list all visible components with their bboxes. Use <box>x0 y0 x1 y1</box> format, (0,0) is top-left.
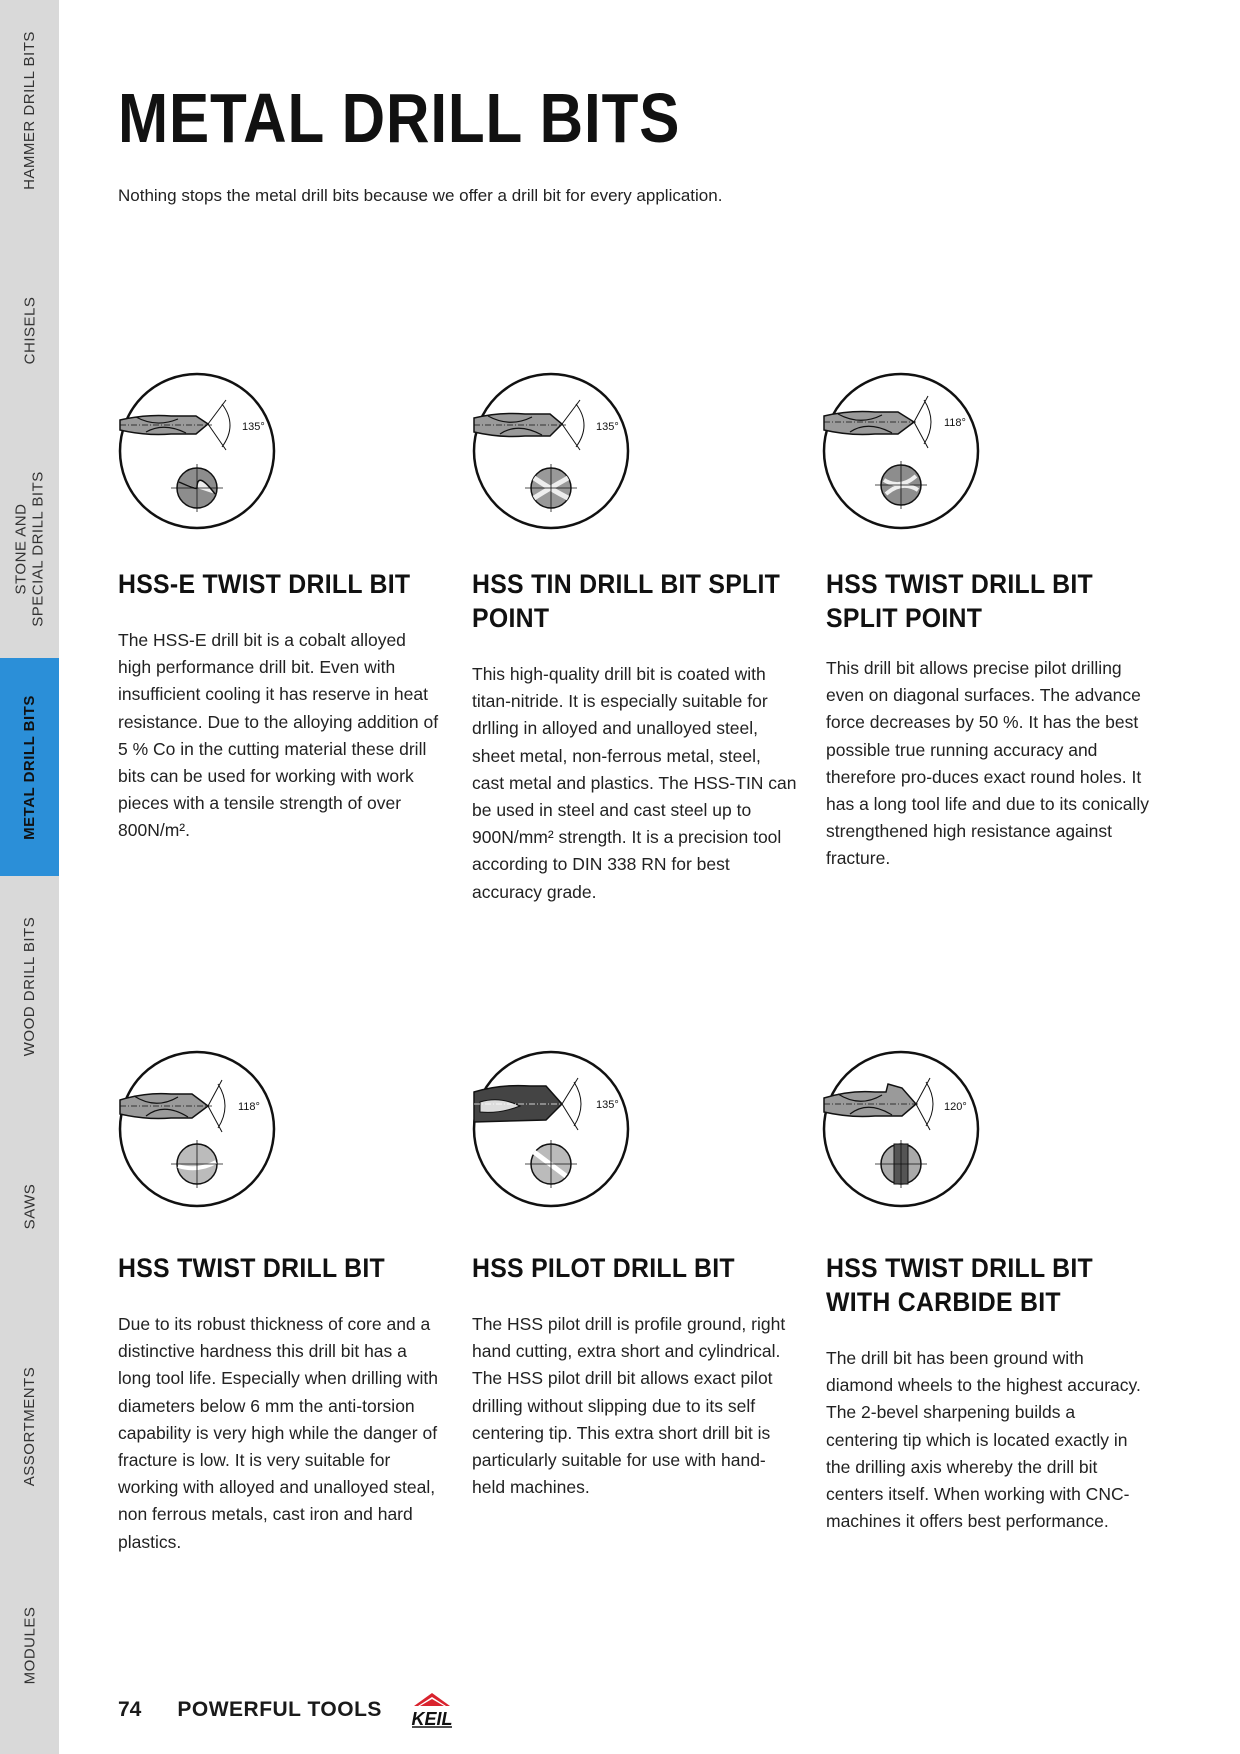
section-sidebar <box>0 0 59 1754</box>
product-title: HSS TIN DRILL BIT SPLIT POINT <box>472 569 781 633</box>
drill-diagram-icon <box>470 370 632 532</box>
footer-title: POWERFUL TOOLS <box>177 1698 382 1721</box>
tab-label: MODULES <box>21 1606 38 1684</box>
product-card-hss-twist-drill-bit-split-point <box>826 567 1151 873</box>
tab-saws[interactable] <box>0 1096 59 1316</box>
tab-label: CHISELS <box>21 296 39 364</box>
angle-label: 135° <box>596 1099 619 1111</box>
tab-label: WOOD DRILL BITS <box>21 916 38 1056</box>
tab-label <box>13 471 47 626</box>
tab-metal-drill-bits[interactable] <box>0 658 59 876</box>
product-description: This high-quality drill bit is coated with titan-nitride. It is especially suitable for drlling in alloyed and unalloyed steel, sheet metal, non-ferrous metal, steel, cast metal and plastics. The HSS-TIN can be used in steel and cast steel up to 900N/mm² strength. It is a precision tool according to DIN 338 RN for best accuracy grade. <box>472 664 797 902</box>
tab-wood-drill-bits[interactable] <box>0 876 59 1096</box>
keil-logo-icon <box>408 1691 456 1729</box>
tab-label: HAMMER DRILL BITS <box>21 30 38 190</box>
tab-stone-and-special-drill-bits[interactable] <box>0 440 59 658</box>
tab-label: SAWS <box>21 1183 38 1229</box>
product-title: HSS TWIST DRILL BIT <box>118 1253 385 1283</box>
product-description: The HSS-E drill bit is a cobalt alloyed high performance drill bit. Even with insufficient cooling it has reserve in heat resistance. Due to the alloying addition of 5 % Co in the cutting material these drill bits can be used for working with work pieces with a tensile strength of over 800N/m². <box>118 630 439 841</box>
product-card-hss-e-twist-drill-bit <box>118 567 443 845</box>
drill-diagram-icon <box>470 1048 632 1210</box>
angle-label: 118° <box>238 1101 260 1113</box>
angle-label: 135° <box>596 421 619 433</box>
product-description: Due to its robust thickness of core and a distinctive hardness this drill bit has a long tool life. Especially when drilling with diameters below 6 mm the anti-torsion capability is very high while the danger of fracture is low. It is very suitable for working with alloyed and unalloyed steal, non ferrous metals, cast iron and hard plastics. <box>118 1314 439 1552</box>
product-card-hss-pilot-drill-bit <box>472 1251 797 1501</box>
angle-label: 135° <box>242 421 265 433</box>
page-title: METAL DRILL BITS <box>118 79 681 157</box>
tab-label-line1: STONE AND <box>12 503 30 595</box>
product-title: HSS PILOT DRILL BIT <box>472 1253 735 1283</box>
product-description: The drill bit has been ground with diamond wheels to the highest accuracy. The 2-bevel sharpening builds a centering tip which is located exactly in the drilling axis whereby the drill bit centers itself. When working with CNC-machines it offers best performance. <box>826 1348 1141 1532</box>
keil-logo-text: KEIL <box>411 1709 453 1729</box>
product-title: HSS TWIST DRILL BIT WITH CARBIDE BIT <box>826 1253 1093 1317</box>
tab-label: ASSORTMENTS <box>21 1366 38 1486</box>
drill-diagram-icon <box>116 1048 278 1210</box>
product-card-hss-twist-drill-bit <box>118 1251 443 1556</box>
intro-text: Nothing stops the metal drill bits because we offer a drill bit for every application. <box>118 186 723 205</box>
drill-diagram-icon <box>820 1048 982 1210</box>
product-title: HSS-E TWIST DRILL BIT <box>118 569 411 599</box>
drill-diagram-icon <box>820 370 982 532</box>
product-card-hss-tin-drill-bit-split-point <box>472 567 797 906</box>
angle-label: 120° <box>944 1101 967 1113</box>
product-card-hss-twist-drill-bit-with-carbide-bit <box>826 1251 1151 1535</box>
page-footer <box>118 1691 456 1729</box>
angle-label: 118° <box>944 417 966 429</box>
drill-diagram-icon <box>116 370 278 532</box>
tab-label-line2: SPECIAL DRILL BITS <box>29 471 47 627</box>
tab-chisels[interactable] <box>0 220 59 440</box>
tab-hammer-drill-bits[interactable] <box>0 0 59 220</box>
product-description: This drill bit allows precise pilot drilling even on diagonal surfaces. The advance force decreases by 50 %. It has the best possible true running accuracy and therefore pro-duces exact round holes. It has a long tool life and due to its conically strengthened high resistance against fracture. <box>826 658 1149 869</box>
tab-label: METAL DRILL BITS <box>21 694 39 840</box>
product-title: HSS TWIST DRILL BIT SPLIT POINT <box>826 569 1093 633</box>
tab-assortments[interactable] <box>0 1316 59 1536</box>
product-description: The HSS pilot drill is profile ground, right hand cutting, extra short and cylindrical. The HSS pilot drill bit allows exact pilot drilling without slipping due to its self centering tip. This extra short drill bit is particularly suitable for use with hand-held machines. <box>472 1314 786 1498</box>
page-number: 74 <box>118 1698 142 1721</box>
tab-modules[interactable] <box>0 1536 59 1754</box>
